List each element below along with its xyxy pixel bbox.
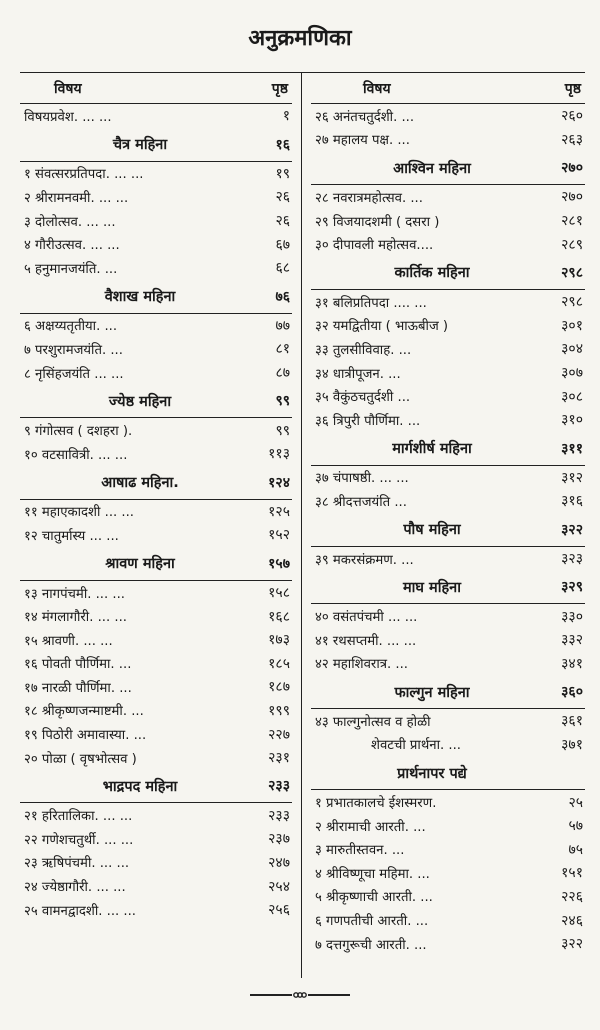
entry-label: २५ वामनद्वादशी. ... ... (24, 903, 136, 919)
toc-entry (311, 790, 585, 814)
toc-entry (20, 699, 292, 723)
toc-entry (20, 898, 292, 922)
section-title: कार्तिक महिना (394, 265, 470, 282)
entry-label: १७ नारळी पौर्णिमा. ... (24, 680, 132, 696)
entry-label: ११ महाएकादशी ... ... (24, 505, 134, 521)
section-title: ज्येष्ठ महिना (108, 393, 172, 410)
entry-label: ३६ त्रिपुरी पौर्णिमा. ... (315, 413, 421, 429)
page-number: १ (282, 108, 290, 125)
toc-entry (20, 851, 292, 875)
left-rows (20, 104, 292, 921)
toc-entry (311, 628, 585, 652)
entry-label: ३७ चंपाषष्ठी. ... ... (315, 471, 409, 487)
entry-label: ५ श्रीकृष्णाची आरती. ... (315, 890, 433, 906)
page-number: २९८ (561, 264, 583, 281)
page-number: ७५ (568, 841, 583, 858)
toc-entry (20, 628, 292, 652)
toc-entry (20, 418, 292, 442)
page-number: २८९ (561, 236, 583, 253)
entry-label: विषयप्रवेश. ... ... (24, 109, 112, 125)
page-number: ६७ (275, 236, 290, 253)
section-title: माघ महिना (403, 579, 461, 596)
page-number: ३०४ (561, 341, 583, 358)
entry-label: ४२ महाशिवरात्र. ... (315, 657, 408, 673)
entry-label: ३३ तुलसीविवाह. ... (315, 342, 412, 358)
page-number: ९९ (275, 422, 290, 439)
page-number: १५८ (268, 585, 290, 602)
entry-label: ७ परशुरामजयंति. ... (24, 342, 123, 358)
toc-entry (20, 361, 292, 385)
toc-entry (311, 361, 585, 385)
toc-entry (311, 290, 585, 314)
entry-label: २८ नवरात्रमहोत्सव. ... (315, 190, 423, 206)
toc-entry (20, 185, 292, 209)
toc-entry (311, 489, 585, 513)
month-section (20, 384, 292, 418)
entry-label: २४ ज्येष्ठागौरी. ... ... (24, 880, 126, 896)
page-number: १५७ (268, 555, 290, 572)
page-number: १८७ (268, 679, 290, 696)
toc-entry (20, 232, 292, 256)
toc-entry (311, 185, 585, 209)
month-section (311, 675, 585, 709)
entry-label: १४ मंगलागौरी. ... ... (24, 610, 127, 626)
ornament-divider (250, 990, 350, 1000)
page-number: ७७ (275, 317, 290, 334)
entry-label: ३९ मकरसंक्रमण. ... (315, 552, 414, 568)
page-number: ३७१ (561, 736, 583, 753)
right-column (307, 73, 585, 978)
page-number: ६८ (275, 260, 290, 277)
toc-entry (311, 709, 585, 733)
toc-entry (311, 314, 585, 338)
month-section (20, 280, 292, 314)
page-number: ३०८ (561, 388, 583, 405)
entry-label: ३४ धात्रीपूजन. ... (315, 366, 401, 382)
toc-entry (311, 232, 585, 256)
page-number: २७० (561, 160, 583, 177)
page-number: ३२९ (561, 579, 583, 596)
toc-entry (311, 908, 585, 932)
page-number: १९९ (268, 702, 290, 719)
toc-entry (20, 209, 292, 233)
page-number: ११३ (268, 446, 290, 463)
section-title: भाद्रपद महिना (102, 778, 178, 795)
page-number: ३०७ (561, 365, 583, 382)
entry-label: २६ अनंतचतुर्दशी. ... (315, 109, 415, 125)
toc-entry (20, 500, 292, 524)
page-number: १२४ (268, 474, 290, 491)
month-section (311, 756, 585, 790)
toc-entry (20, 256, 292, 280)
month-section (311, 432, 585, 466)
toc-entry (311, 652, 585, 676)
entry-label: ६ अक्षय्यतृतीया. ... (24, 319, 118, 335)
entry-label: २९ विजयादशमी ( दसरा ) (315, 214, 440, 230)
page-number: ३६० (561, 684, 583, 701)
section-title: मार्गशीर्ष महिना (392, 441, 472, 458)
entry-label: ६ गणपतीची आरती. ... (315, 914, 429, 930)
page-number: २७० (561, 189, 583, 206)
page-number: २६० (561, 108, 583, 125)
page-number: ३१२ (561, 469, 583, 486)
entry-label: ४ गौरीउत्सव. ... ... (24, 238, 120, 254)
entry-label: ३१ बलिप्रतिपदा .... ... (315, 295, 427, 311)
column-header (311, 73, 585, 104)
subject-header: विषय (363, 80, 391, 97)
entry-label: ४० वसंतपंचमी ... ... (315, 610, 418, 626)
page-number: ८१ (275, 341, 290, 358)
entry-label: ३ दोलोत्सव. ... ... (24, 214, 116, 230)
page-number: ७६ (275, 288, 290, 305)
entry-label: ३० दीपावली महोत्सव.... (315, 238, 434, 254)
page-header: पृष्ठ (271, 80, 288, 97)
page-number: २३३ (268, 807, 290, 824)
entry-label: १ प्रभातकालचे ईशस्मरण. (315, 796, 437, 812)
page-number: २३७ (268, 831, 290, 848)
page-number: ३२२ (561, 521, 583, 538)
page-number: ३३२ (561, 632, 583, 649)
entry-label: १ संवत्सरप्रतिपदा. ... ... (24, 167, 144, 183)
month-section (311, 570, 585, 604)
toc-entry (311, 547, 585, 571)
month-section (20, 128, 292, 162)
entry-label: ३ मारुतीस्तवन. ... (315, 843, 405, 859)
page-number: ३०१ (561, 317, 583, 334)
page-number: २९८ (561, 294, 583, 311)
toc-entry (311, 604, 585, 628)
entry-label: १८ श्रीकृष्णजन्माष्टमी. ... (24, 704, 144, 720)
page-number: १५२ (268, 527, 290, 544)
toc-entry (20, 675, 292, 699)
page-number: ३१० (561, 412, 583, 429)
entry-label: २३ ऋषिपंचमी. ... ... (24, 856, 130, 872)
toc-entry (311, 932, 585, 956)
toc-entry (311, 861, 585, 885)
page-number: ३३० (561, 608, 583, 625)
entry-label: ३२ यमद्वितीया ( भाऊबीज ) (315, 319, 449, 335)
entry-label: ५ हनुमानजयंति. ... (24, 261, 118, 277)
page-number: २५ (568, 794, 583, 811)
toc-entry (20, 314, 292, 338)
entry-label: २० पोळा ( वृषभोत्सव ) (24, 751, 137, 767)
entry-label: २ श्रीरामाची आरती. ... (315, 819, 426, 835)
entry-label: १० वटसावित्री. ... ... (24, 447, 128, 463)
toc-entry (20, 803, 292, 827)
entry-label: २१ हरितालिका. ... ... (24, 809, 133, 825)
section-title: फाल्गुन महिना (394, 684, 470, 701)
page-number: १५१ (561, 865, 583, 882)
month-section (311, 256, 585, 290)
entry-label: ९ गंगोत्सव ( दशहरा ). (24, 424, 133, 440)
page-number: २५६ (268, 902, 290, 919)
toc-entry (20, 581, 292, 605)
month-section (311, 151, 585, 185)
page-number: ३१६ (561, 493, 583, 510)
entry-label: २ श्रीरामनवमी. ... ... (24, 190, 129, 206)
section-title: पौष महिना (403, 522, 461, 539)
month-section (311, 513, 585, 547)
table-of-contents (20, 72, 585, 978)
toc-entry (20, 523, 292, 547)
toc-entry (311, 337, 585, 361)
page-number: ९९ (275, 393, 290, 410)
toc-entry (20, 827, 292, 851)
page-number: १६ (275, 136, 290, 153)
page-number: ८७ (275, 365, 290, 382)
entry-label: ४१ रथसप्तमी. ... ... (315, 633, 417, 649)
page-number: ३२३ (561, 551, 583, 568)
entry-label: शेवटची प्रार्थना. ... (371, 738, 461, 754)
page-number: १६८ (268, 608, 290, 625)
entry-label: १६ पोवती पौर्णिमा. ... (24, 657, 132, 673)
section-title: चैत्र महिना (112, 137, 168, 154)
page-number: ३६१ (561, 713, 583, 730)
page-number: ५७ (568, 818, 583, 835)
toc-entry (311, 384, 585, 408)
page-number: २५४ (268, 878, 290, 895)
month-section (20, 466, 292, 500)
month-section (20, 547, 292, 581)
entry-label: १२ चातुर्मास्य ... ... (24, 528, 119, 544)
toc-entry (311, 209, 585, 233)
toc-entry (20, 442, 292, 466)
page-number: २४७ (268, 854, 290, 871)
toc-entry (311, 814, 585, 838)
page-number: २३१ (268, 750, 290, 767)
entry-label: ७ दत्तगुरूची आरती. ... (315, 937, 427, 953)
page-number: २८१ (561, 213, 583, 230)
toc-entry (20, 874, 292, 898)
toc-entry (311, 733, 585, 757)
toc-entry (20, 604, 292, 628)
toc-entry (311, 104, 585, 128)
page-number: १७३ (268, 632, 290, 649)
toc-entry (20, 722, 292, 746)
entry-label: २७ महालय पक्ष. ... (315, 133, 410, 149)
entry-label: १३ नागपंचमी. ... ... (24, 586, 125, 602)
section-title: आषाढ महिना. (101, 475, 179, 492)
entry-label: ३८ श्रीदत्तजयंति ... (315, 494, 407, 510)
entry-label: १५ श्रावणी. ... ... (24, 633, 113, 649)
toc-entry (311, 885, 585, 909)
toc-entry (20, 337, 292, 361)
month-section (20, 769, 292, 803)
entry-label: ३५ वैकुंठचतुर्दशी ... (315, 390, 411, 406)
page-number: १८५ (268, 655, 290, 672)
page-number: २६ (275, 189, 290, 206)
toc-entry (311, 408, 585, 432)
page-number: २२६ (561, 888, 583, 905)
page-number: ३२२ (561, 936, 583, 953)
toc-entry (20, 104, 292, 128)
page-number: २२७ (268, 726, 290, 743)
section-title: आश्विन महिना (393, 160, 471, 177)
entry-label: १९ पिठोरी अमावास्या. ... (24, 728, 147, 744)
page-number: २३३ (268, 778, 290, 795)
page-number: ३११ (561, 440, 583, 457)
page-number: २४६ (561, 912, 583, 929)
page-number: २६३ (561, 131, 583, 148)
entry-label: ४३ फाल्गुनोत्सव व होळी (315, 714, 431, 730)
toc-entry (20, 162, 292, 186)
toc-entry (20, 652, 292, 676)
toc-entry (311, 128, 585, 152)
toc-entry (311, 837, 585, 861)
column-divider (301, 73, 302, 978)
page-title: अनुक्रमणिका (248, 26, 352, 51)
section-title: श्रावण महिना (105, 556, 175, 573)
toc-entry (20, 746, 292, 770)
entry-label: ८ नृसिंहजयंति ... ... (24, 366, 124, 382)
page-number: १९ (275, 165, 290, 182)
page-number: ३४१ (561, 655, 583, 672)
page-header: पृष्ठ (564, 80, 581, 97)
right-rows (311, 104, 585, 955)
left-column (20, 73, 298, 978)
subject-header: विषय (54, 80, 82, 97)
section-title: प्रार्थनापर पद्ये (397, 765, 467, 782)
entry-label: २२ गणेशचतुर्थी. ... ... (24, 832, 134, 848)
entry-label: ४ श्रीविष्णूचा महिमा. ... (315, 866, 430, 882)
section-title: वैशाख महिना (104, 289, 176, 306)
toc-entry (311, 466, 585, 490)
column-header (20, 73, 292, 104)
page-number: २६ (275, 213, 290, 230)
page-number: १२५ (268, 503, 290, 520)
